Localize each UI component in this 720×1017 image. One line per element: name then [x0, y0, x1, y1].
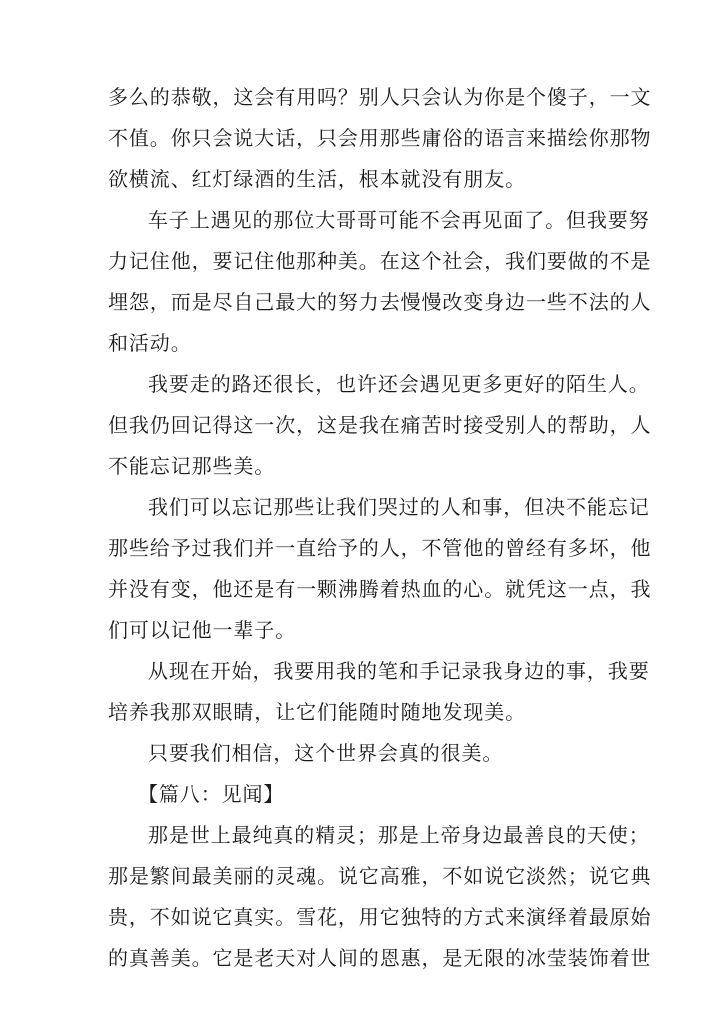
- text-line: 欲横流、红灯绿酒的生活，根本就没有朋友。: [108, 167, 526, 191]
- text-line: 那些给予过我们并一直给予的人，不管他的曾经有多坏，他: [108, 536, 652, 560]
- text-line: 力记住他，要记住他那种美。在这个社会，我们要做的不是: [108, 249, 652, 273]
- text-line: 培养我那双眼睛，让它们能随时随地发现美。: [108, 700, 526, 724]
- text-line: 埋怨，而是尽自己最大的努力去慢慢改变身边一些不法的人: [108, 290, 652, 314]
- text-line: 贵，不如说它真实。雪花，用它独特的方式来演绎着最原始: [108, 905, 652, 929]
- text-line: 我要走的路还很长，也许还会遇见更多更好的陌生人。: [148, 372, 650, 396]
- text-line: 并没有变，他还是有一颗沸腾着热血的心。就凭这一点，我: [108, 577, 652, 601]
- text-line: 那是繁间最美丽的灵魂。说它高雅，不如说它淡然；说它典: [108, 864, 652, 888]
- text-line: 只要我们相信，这个世界会真的很美。: [148, 741, 504, 765]
- text-line: 不能忘记那些美。: [108, 454, 276, 478]
- section-heading: 【篇八：见闻】: [138, 782, 285, 806]
- text-line: 多么的恭敬，这会有用吗？别人只会认为你是个傻子，一文: [108, 85, 652, 109]
- text-line: 的真善美。它是老天对人间的恩惠，是无限的冰莹装饰着世: [108, 946, 652, 970]
- text-line: 我们可以忘记那些让我们哭过的人和事，但决不能忘记: [148, 495, 650, 519]
- text-line: 那是世上最纯真的精灵；那是上帝身边最善良的天使；: [148, 823, 650, 847]
- text-line: 从现在开始，我要用我的笔和手记录我身边的事，我要: [148, 659, 650, 683]
- text-line: 但我仍回记得这一次，这是我在痛苦时接受别人的帮助，人: [108, 413, 652, 437]
- body-text: [108, 85, 652, 989]
- text-line: 车子上遇见的那位大哥哥可能不会再见面了。但我要努: [148, 208, 650, 232]
- text-line: 们可以记他一辈子。: [108, 618, 297, 642]
- text-line: 不值。你只会说大话，只会用那些庸俗的语言来描绘你那物: [108, 126, 652, 150]
- text-line: 和活动。: [108, 331, 192, 355]
